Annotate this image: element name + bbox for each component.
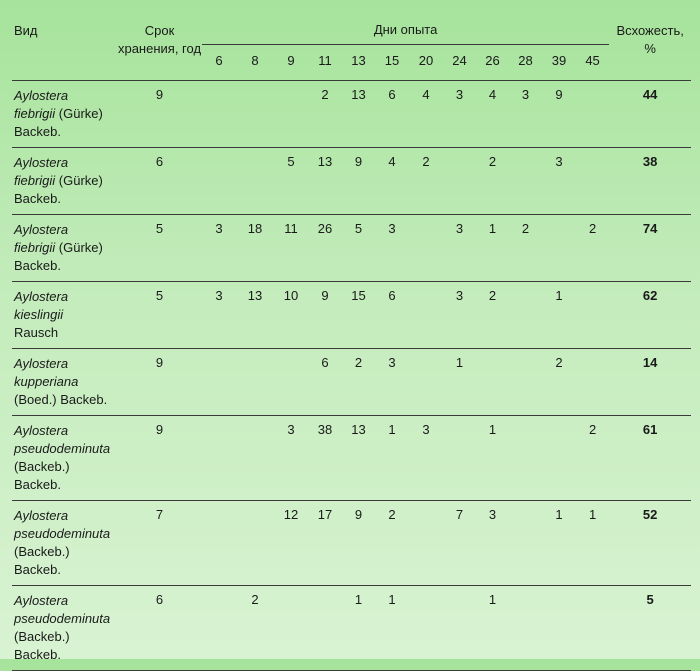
day-count: 6: [308, 348, 342, 415]
day-count: [409, 281, 443, 348]
day-count: [576, 585, 609, 670]
day-count: [542, 415, 576, 500]
day-col-header: 11: [308, 44, 342, 80]
species-author-inline: (Gürke): [55, 105, 103, 121]
species-name: [12, 500, 117, 585]
storage-years: 6: [117, 147, 202, 214]
day-count: 5: [342, 214, 375, 281]
header-species: Вид: [12, 14, 117, 80]
day-count: [509, 415, 542, 500]
table-row: [12, 585, 691, 670]
day-count: 1: [443, 348, 476, 415]
day-count: [476, 348, 509, 415]
day-count: [274, 348, 308, 415]
germination-table: [12, 14, 691, 671]
day-count: 2: [308, 80, 342, 147]
storage-years: 9: [117, 415, 202, 500]
day-count: 1: [576, 500, 609, 585]
day-count: 3: [375, 214, 409, 281]
species-name: [12, 281, 117, 348]
species-author: (Backeb.) Backeb.: [14, 628, 70, 662]
day-count: 12: [274, 500, 308, 585]
day-count: [542, 214, 576, 281]
species-author: (Backeb.) Backeb.: [14, 458, 70, 492]
day-count: 3: [375, 348, 409, 415]
storage-years: 9: [117, 80, 202, 147]
species-name: [12, 348, 117, 415]
day-count: 7: [443, 500, 476, 585]
species-epithet: fiebrigii: [14, 172, 56, 188]
species-epithet: kieslingii: [14, 306, 64, 322]
species-genus: Aylostera: [14, 288, 69, 304]
storage-years: 7: [117, 500, 202, 585]
germination-percent: 44: [609, 80, 691, 147]
species-author: Backeb.: [14, 257, 61, 273]
species-name: [12, 585, 117, 670]
day-count: 17: [308, 500, 342, 585]
species-author: (Boed.) Backeb.: [14, 391, 108, 407]
germination-percent: 38: [609, 147, 691, 214]
day-count: [409, 500, 443, 585]
day-count: 9: [308, 281, 342, 348]
germination-percent: 52: [609, 500, 691, 585]
day-count: [202, 348, 236, 415]
species-genus: Aylostera: [14, 422, 69, 438]
species-name: [12, 214, 117, 281]
day-col-header: 6: [202, 44, 236, 80]
day-count: [202, 415, 236, 500]
table-row: [12, 500, 691, 585]
day-count: 3: [409, 415, 443, 500]
day-count: [308, 585, 342, 670]
day-count: 1: [476, 214, 509, 281]
table-row: [12, 147, 691, 214]
day-count: 1: [375, 415, 409, 500]
day-count: 1: [542, 281, 576, 348]
day-count: 6: [375, 281, 409, 348]
species-author: Backeb.: [14, 190, 61, 206]
day-count: 13: [342, 415, 375, 500]
day-count: [509, 500, 542, 585]
day-col-header: 28: [509, 44, 542, 80]
day-count: 6: [375, 80, 409, 147]
storage-years: 9: [117, 348, 202, 415]
species-genus: Aylostera: [14, 154, 69, 170]
table-row: [12, 415, 691, 500]
day-count: [409, 214, 443, 281]
day-col-header: 9: [274, 44, 308, 80]
day-count: [443, 585, 476, 670]
day-count: [443, 415, 476, 500]
day-col-header: 13: [342, 44, 375, 80]
day-count: 2: [409, 147, 443, 214]
day-count: 1: [375, 585, 409, 670]
species-name: [12, 147, 117, 214]
day-count: 1: [476, 585, 509, 670]
day-count: [409, 348, 443, 415]
species-name: [12, 415, 117, 500]
table-row: [12, 80, 691, 147]
species-author: (Backeb.) Backeb.: [14, 543, 70, 577]
species-epithet: fiebrigii: [14, 105, 56, 121]
species-genus: Aylostera: [14, 507, 69, 523]
day-count: 13: [236, 281, 274, 348]
day-count: 9: [342, 147, 375, 214]
day-count: [274, 585, 308, 670]
day-count: [236, 415, 274, 500]
storage-years: 5: [117, 281, 202, 348]
day-count: [509, 281, 542, 348]
day-count: [443, 147, 476, 214]
day-count: 3: [274, 415, 308, 500]
day-count: 4: [409, 80, 443, 147]
species-author-inline: (Gürke): [55, 239, 103, 255]
day-count: [576, 348, 609, 415]
day-col-header: 8: [236, 44, 274, 80]
species-epithet: pseudodeminuta: [14, 440, 111, 456]
day-count: 3: [443, 281, 476, 348]
day-col-header: 45: [576, 44, 609, 80]
species-epithet: pseudodeminuta: [14, 610, 111, 626]
species-genus: Aylostera: [14, 592, 69, 608]
day-count: 2: [509, 214, 542, 281]
day-count: [509, 585, 542, 670]
day-count: 26: [308, 214, 342, 281]
day-count: [274, 80, 308, 147]
day-count: 1: [342, 585, 375, 670]
day-count: [236, 348, 274, 415]
germination-percent: 74: [609, 214, 691, 281]
day-count: 3: [443, 214, 476, 281]
day-count: 3: [476, 500, 509, 585]
day-count: 9: [342, 500, 375, 585]
day-count: 4: [476, 80, 509, 147]
day-count: [236, 80, 274, 147]
day-count: 11: [274, 214, 308, 281]
day-count: 2: [375, 500, 409, 585]
day-col-header: 20: [409, 44, 443, 80]
day-count: 3: [202, 214, 236, 281]
germination-percent: 61: [609, 415, 691, 500]
day-count: [542, 585, 576, 670]
species-genus: Aylostera: [14, 221, 69, 237]
day-count: 3: [509, 80, 542, 147]
species-author-inline: (Gürke): [55, 172, 103, 188]
day-count: [202, 500, 236, 585]
day-count: 2: [576, 214, 609, 281]
day-count: 1: [476, 415, 509, 500]
day-count: [202, 585, 236, 670]
day-count: 3: [542, 147, 576, 214]
day-col-header: 15: [375, 44, 409, 80]
day-count: 2: [476, 147, 509, 214]
day-count: 2: [542, 348, 576, 415]
day-col-header: 24: [443, 44, 476, 80]
header-days: Дни опыта: [202, 14, 609, 44]
species-genus: Aylostera: [14, 87, 69, 103]
species-epithet: pseudodeminuta: [14, 525, 111, 541]
table-row: [12, 348, 691, 415]
day-count: 13: [342, 80, 375, 147]
species-author: Rausch: [14, 324, 59, 340]
day-col-header: 39: [542, 44, 576, 80]
day-count: 3: [443, 80, 476, 147]
day-count: 1: [542, 500, 576, 585]
species-author: Backeb.: [14, 123, 61, 139]
day-count: [509, 348, 542, 415]
day-count: [576, 80, 609, 147]
day-count: 15: [342, 281, 375, 348]
day-count: 10: [274, 281, 308, 348]
germination-percent: 5: [609, 585, 691, 670]
day-count: [202, 147, 236, 214]
storage-years: 6: [117, 585, 202, 670]
day-count: 2: [476, 281, 509, 348]
day-count: [576, 147, 609, 214]
day-count: 5: [274, 147, 308, 214]
day-count: 3: [202, 281, 236, 348]
germination-percent: 62: [609, 281, 691, 348]
species-epithet: fiebrigii: [14, 239, 56, 255]
day-count: [576, 281, 609, 348]
day-count: [409, 585, 443, 670]
day-count: 2: [236, 585, 274, 670]
day-count: 4: [375, 147, 409, 214]
day-count: [236, 147, 274, 214]
day-count: [236, 500, 274, 585]
day-count: [509, 147, 542, 214]
day-count: 2: [342, 348, 375, 415]
day-count: 9: [542, 80, 576, 147]
header-germination: Всхожесть, %: [609, 14, 691, 80]
species-name: [12, 80, 117, 147]
germination-percent: 14: [609, 348, 691, 415]
day-count: 38: [308, 415, 342, 500]
storage-years: 5: [117, 214, 202, 281]
species-genus: Aylostera: [14, 355, 69, 371]
day-count: 2: [576, 415, 609, 500]
header-storage: Срок хранения, год: [117, 14, 202, 80]
day-count: [202, 80, 236, 147]
species-epithet: kupperiana: [14, 373, 79, 389]
table-row: [12, 214, 691, 281]
day-count: 13: [308, 147, 342, 214]
table-row: [12, 281, 691, 348]
day-col-header: 26: [476, 44, 509, 80]
day-count: 18: [236, 214, 274, 281]
